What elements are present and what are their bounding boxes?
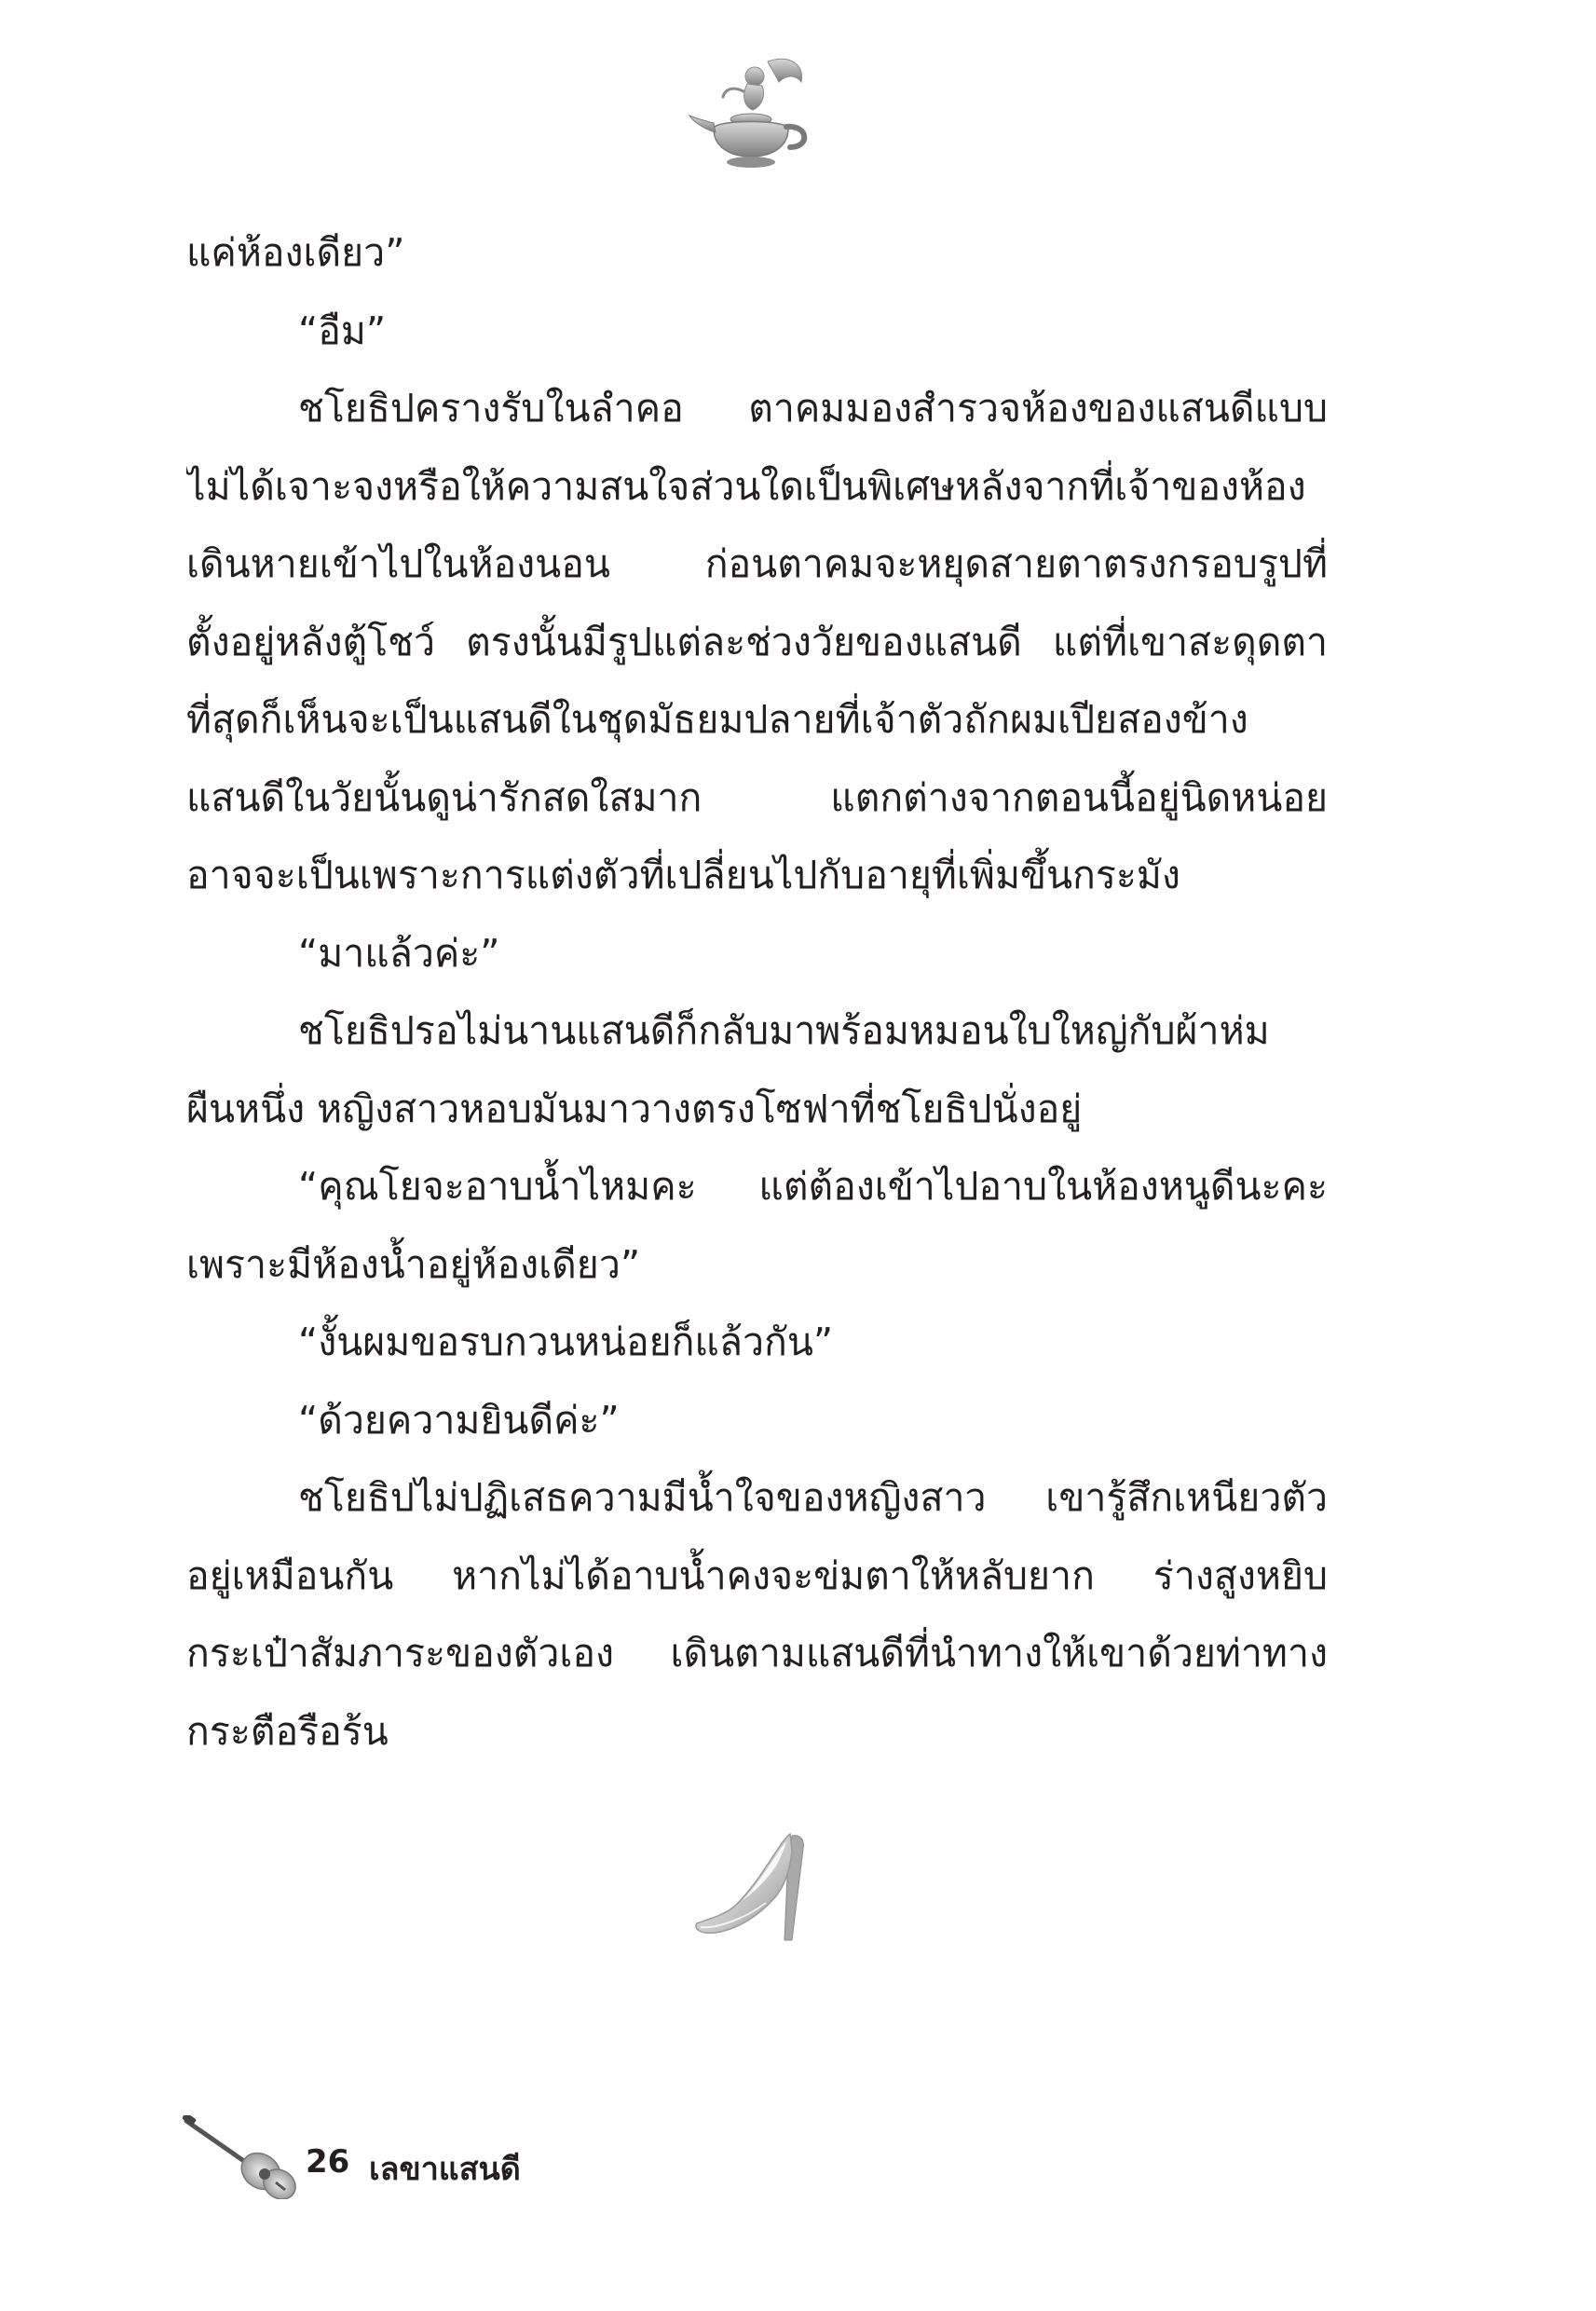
text-line: ชโยธิปไม่ปฏิเสธความมีน้ำใจของหญิงสาว เขารู้สึกเหนียวตัว [298,1475,1328,1520]
text-line: กระเป๋าสัมภาระของตัวเอง เดินตามแสนดีที่นำทางให้เขาด้วยท่าทาง [186,1631,1328,1675]
text-line: อาจจะเป็นเพราะการแต่งตัวที่เปลี่ยนไปกับอายุที่เพิ่มขึ้นกระมัง [186,853,1180,897]
text-line: ที่สุดก็เห็นจะเป็นแสนดีในชุดมัธยมปลายที่เจ้าตัวถักผมเปียสองข้าง [186,697,1248,742]
text-line: ชโยธิปครางรับในลำคอ ตาคมมองสำรวจห้องของแสนดีแบบ [298,386,1328,431]
page-number: 26 [306,2143,350,2181]
guitar-icon [183,2115,298,2199]
text-line: เดินหายเข้าไปในห้องนอน ก่อนตาคมจะหยุดสายตาตรงกรอบรูปที่ [186,541,1328,586]
text-line: ชโยธิปรอไม่นานแสนดีก็กลับมาพร้อมหมอนใบใหญ่กับผ้าห่ม [298,1008,1270,1053]
text-line: “คุณโยจะอาบน้ำไหมคะ แต่ต้องเข้าไปอาบในห้องหนูดีนะคะ [298,1164,1328,1209]
text-line: “มาแล้วค่ะ” [298,930,500,976]
book-title: เลขาแสนดี [369,2151,521,2188]
text-line: เพราะมีห้องน้ำอยู่ห้องเดียว” [186,1241,641,1287]
text-line: “ด้วยความยินดีค่ะ” [298,1397,620,1443]
cherub-teapot-icon [686,54,816,175]
text-line: แสนดีในวัยนั้นดูน่ารักสดใสมาก แตกต่างจากตอนนี้อยู่นิดหน่อย [186,774,1328,820]
text-line: “งั้นผมขอรบกวนหน่อยก็แล้วกัน” [298,1320,834,1364]
text-line: “อืม” [298,308,387,353]
body-text [186,214,1328,1771]
page-footer [183,2115,742,2199]
text-line: อยู่เหมือนกัน หากไม่ได้อาบน้ำคงจะข่มตาให้หลับยาก ร่างสูงหยิบ [186,1552,1328,1598]
text-line: ผืนหนึ่ง หญิงสาวหอบมันมาวางตรงโซฟาที่ชโยธิปนั่งอยู่ [186,1086,1083,1131]
text-line: ตั้งอยู่หลังตู้โชว์ ตรงนั้นมีรูปแต่ละช่วงวัยของแสนดี แต่ที่เขาสะดุดตา [186,619,1328,664]
text-line: กระตือรือร้น [186,1708,389,1754]
text-line: แค่ห้องเดียว” [186,230,405,275]
high-heel-shoe-icon [688,1817,827,1948]
text-line: ไม่ได้เจาะจงหรือให้ความสนใจส่วนใดเป็นพิเศษหลังจากที่เจ้าของห้อง [186,463,1306,509]
